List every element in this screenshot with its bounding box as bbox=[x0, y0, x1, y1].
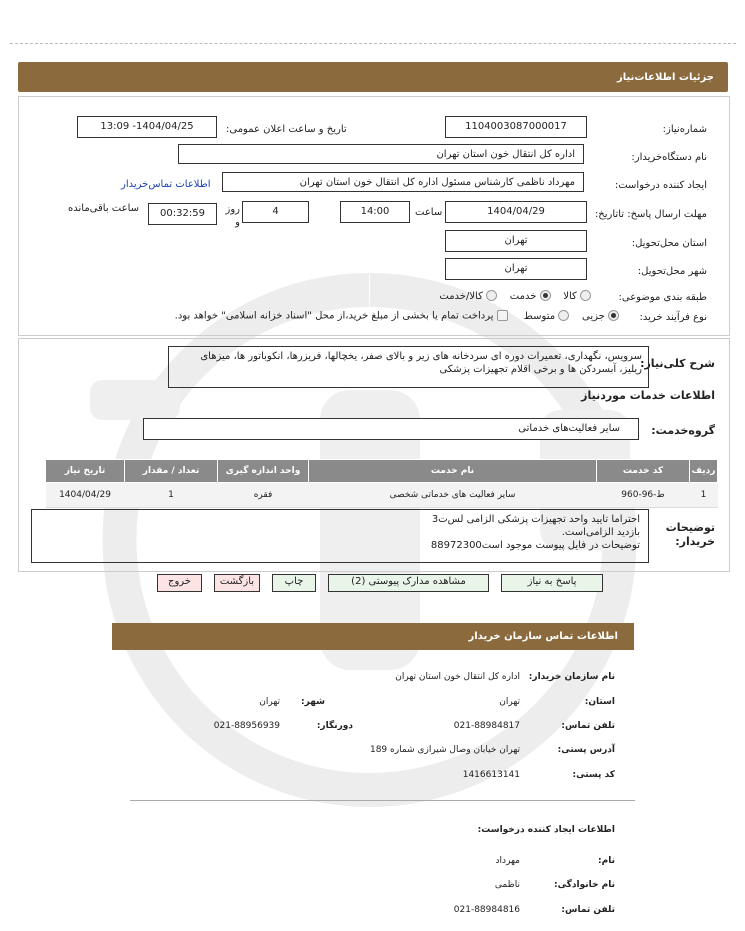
name-label: نام: bbox=[598, 856, 615, 866]
general-desc-value: سرویس، نگهداری، تعمیرات دوره ای سردخانه های زیر و بالای صفر، یخچالها، فریزرها، انکوباتور ها، میزهای ریلیز، آبسردکن ها و برخی اقلام تجهیزات پزشکی bbox=[168, 346, 649, 388]
contact-header-title: اطلاعات تماس سازمان خریدار bbox=[468, 631, 618, 642]
creator-title: اطلاعات ایجاد کننده درخواست: bbox=[477, 825, 615, 835]
details-header-title: جزئیات اطلاعات‌نیاز bbox=[617, 72, 714, 83]
back-button[interactable]: بازگشت bbox=[214, 574, 260, 592]
services-info-title: اطلاعات خدمات موردنیاز bbox=[581, 389, 715, 402]
buyer-contact-link[interactable]: اطلاعات تماس‌خریدار bbox=[121, 179, 211, 190]
phone-value: 021-88984817 bbox=[453, 721, 520, 731]
exit-button[interactable]: خروج bbox=[157, 574, 202, 592]
delivery-city-label: شهر محل‌تحویل: bbox=[637, 266, 707, 277]
deadline-time: 14:00 bbox=[340, 201, 410, 223]
category-option-service[interactable]: خدمت bbox=[510, 291, 551, 302]
postal-value: 1416613141 bbox=[462, 770, 520, 780]
purchase-type-label: نوع فرآیند خرید: bbox=[639, 312, 707, 323]
deadline-days: 4 bbox=[242, 201, 309, 223]
th-qty: تعداد / مقدار bbox=[125, 460, 218, 483]
category-option-goods-service[interactable]: کالا/خدمت bbox=[439, 291, 497, 302]
remaining-time: 00:32:59 bbox=[148, 203, 217, 225]
purchase-type-medium[interactable]: متوسط bbox=[524, 311, 570, 322]
delivery-province-value: تهران bbox=[445, 230, 587, 252]
requester-value: مهرداد ناظمی کارشناس مسئول اداره کل انتقال خون استان تهران bbox=[222, 172, 584, 192]
cell-date: 1404/04/29 bbox=[46, 483, 125, 508]
family-label: نام خانوادگی: bbox=[553, 880, 615, 890]
deadline-time-label: ساعت bbox=[415, 207, 443, 218]
deadline-label: مهلت ارسال پاسخ: تاتاریخ: bbox=[594, 209, 707, 220]
city-value: تهران bbox=[259, 697, 280, 707]
delivery-province-label: استان محل‌تحویل: bbox=[631, 238, 707, 249]
remaining-label: ساعت باقی‌مانده bbox=[68, 203, 140, 214]
family-value: ناظمی bbox=[494, 880, 520, 890]
need-number-label: شماره‌نیاز: bbox=[662, 124, 707, 135]
requester-label: ایجاد کننده درخواست: bbox=[614, 180, 707, 191]
address-value: تهران خیابان وصال شیرازی شماره 189 bbox=[369, 745, 520, 755]
need-number-value: 1104003087000017 bbox=[445, 116, 587, 138]
phone-label: تلفن تماس: bbox=[561, 721, 615, 731]
service-group-value: سایر فعالیت‌های خدماتی bbox=[143, 418, 639, 440]
postal-label: کد پستی: bbox=[572, 770, 615, 780]
announce-datetime-value: 1404/04/25- 13:09 bbox=[77, 116, 217, 138]
announce-datetime-label: تاریخ و ساعت اعلان عمومی: bbox=[226, 124, 347, 135]
th-date: تاریخ نیاز bbox=[46, 460, 125, 483]
th-code: کد خدمت bbox=[597, 460, 690, 483]
category-radios bbox=[439, 290, 591, 302]
buyer-notes-line: توضیحات در فایل پیوست موجود است88972300 bbox=[430, 540, 640, 551]
creator-phone-value: 021-88984816 bbox=[453, 905, 520, 915]
top-divider bbox=[10, 43, 736, 44]
attachments-button[interactable]: مشاهده مدارک پیوستی (2) bbox=[328, 574, 489, 592]
buyer-notes-line: بازدید الزامی‌است. bbox=[561, 527, 640, 538]
table-header-row bbox=[46, 460, 718, 483]
details-header bbox=[18, 62, 728, 92]
org-value: اداره کل انتقال خون استان تهران bbox=[395, 672, 520, 682]
creator-phone-label: تلفن تماس: bbox=[561, 905, 615, 915]
category-option-goods[interactable]: کالا bbox=[563, 291, 591, 302]
th-name: نام خدمت bbox=[309, 460, 597, 483]
general-desc-label: شرح کلی‌نیاز: bbox=[640, 357, 715, 370]
cell-row: 1 bbox=[690, 483, 718, 508]
services-table bbox=[45, 459, 718, 508]
table-row bbox=[46, 483, 718, 508]
city-label: شهر: bbox=[301, 697, 325, 707]
contact-header bbox=[112, 623, 634, 650]
buyer-notes-line: احتراما تایید واحد تجهیزات پزشکی الزامی لس‌ت3 bbox=[431, 514, 640, 525]
contact-divider bbox=[130, 800, 635, 801]
service-group-label: گروه‌خدمت: bbox=[651, 424, 715, 437]
cell-qty: 1 bbox=[125, 483, 218, 508]
name-value: مهرداد bbox=[495, 856, 520, 866]
cell-name: سایر فعالیت های خدماتی شخصی bbox=[309, 483, 597, 508]
province-label: استان: bbox=[584, 697, 615, 707]
fax-label: دورنگار: bbox=[316, 721, 353, 731]
cell-unit: فقره bbox=[218, 483, 309, 508]
print-button[interactable]: چاپ bbox=[272, 574, 316, 592]
buyer-org-label: نام دستگاه‌خریدار: bbox=[631, 152, 707, 163]
th-unit: واحد اندازه گیری bbox=[218, 460, 309, 483]
buyer-org-value: اداره کل انتقال خون استان تهران bbox=[178, 144, 584, 164]
buyer-notes-box bbox=[31, 509, 649, 563]
deadline-days-label: روز و bbox=[225, 204, 240, 228]
purchase-type-radios bbox=[175, 310, 619, 322]
treasury-checkbox[interactable] bbox=[497, 310, 508, 321]
province-value: تهران bbox=[499, 697, 520, 707]
fax-value: 021-88956939 bbox=[213, 721, 280, 731]
delivery-city-value: تهران bbox=[445, 258, 587, 280]
treasury-note: پرداخت تمام یا بخشی از مبلغ خرید،از محل "اسناد خزانه اسلامی" خواهد بود. bbox=[174, 310, 494, 322]
purchase-type-minor[interactable]: جزیی bbox=[582, 311, 619, 322]
address-label: آدرس پستی: bbox=[557, 745, 615, 755]
deadline-date: 1404/04/29 bbox=[445, 201, 587, 223]
reply-button[interactable]: پاسخ به نیاز bbox=[501, 574, 603, 592]
org-label: نام سازمان خریدار: bbox=[528, 672, 615, 682]
category-label: طبقه بندی موضوعی: bbox=[618, 292, 707, 303]
cell-code: ط-96-960 bbox=[597, 483, 690, 508]
th-row: ردیف bbox=[690, 460, 718, 483]
buyer-notes-label: توضیحات خریدار: bbox=[665, 521, 715, 548]
